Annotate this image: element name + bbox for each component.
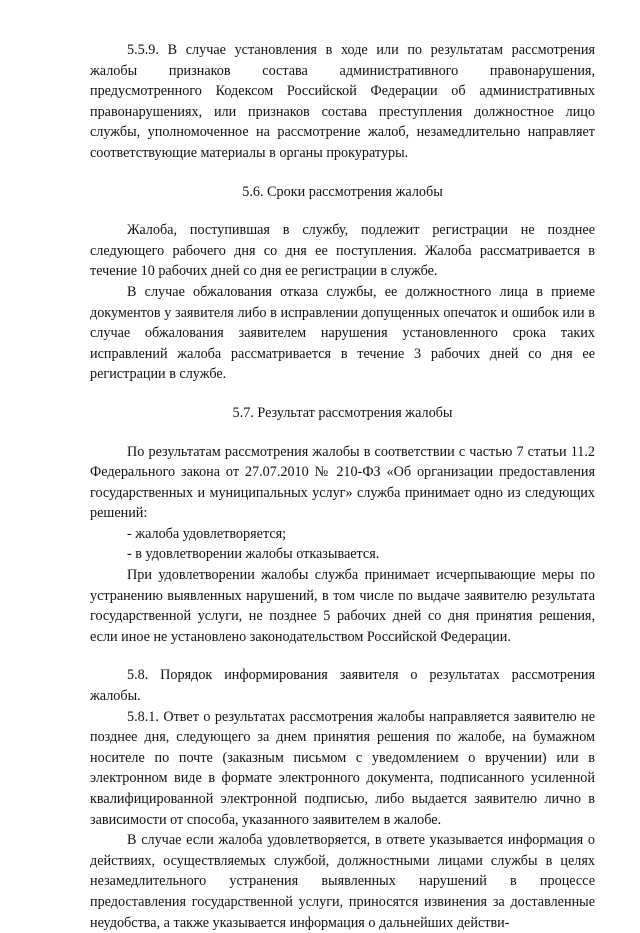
spacer (90, 164, 595, 182)
spacer (90, 202, 595, 220)
paragraph-5-8: 5.8. Порядок информирования заявителя о результатах рассмотрения жалобы. (90, 667, 595, 705)
paragraph-5-6-a: Жалоба, поступившая в службу, подлежит регистрации не позднее следующего рабочего дня со дня ее поступления. Жалоба рассматривается в течение 10 рабочих дней со дня ее регистрации в службе. (90, 222, 595, 280)
spacer (90, 647, 595, 665)
paragraph-5-7-b: При удовлетворении жалобы служба принимает исчерпывающие меры по устранению выявленных нарушений, в том числе по выдаче заявителю результата государственной услуги, не позднее 5 рабочих дней со дня принятия решения, если иное не установлено законодательством Российской Федерации. (90, 567, 595, 645)
section-heading-5-7: 5.7. Результат рассмотрения жалобы (232, 404, 453, 421)
paragraph-5-7-a: По результатам рассмотрения жалобы в соответствии с частью 7 статьи 11.2 Федерального закона от 27.07.2010 № 210-ФЗ «Об организации предоставления государственных и муниципальных услуг» служба принимает одно из следующих решений: (90, 443, 595, 522)
paragraph-5-8-1: 5.8.1. Ответ о результатах рассмотрения жалобы направляется заявителю не позднее дня, следующего за днем принятия решения по жалобе, на бумажном носителе по почте (заказным письмом с уведомлением о вручении) или в электронном виде в формате электронного документа, подписанного усиленной квалифицированной электронной подписью, либо выдается заявителю лично в зависимости от способа, указанного заявителем в жалобе. (90, 708, 595, 828)
paragraph-5-5-9: 5.5.9. В случае установления в ходе или по результатам рассмотрения жалобы признаков состава административного правонарушения, предусмотренного Кодексом Российской Федерации об административных правонарушениях, или признаков состава преступления должностное лицо службы, уполномоченное на рассмотрение жалоб, незамедлительно направляет соответствующие материалы в органы прокуратуры. (90, 42, 595, 161)
document-page (90, 40, 595, 933)
list-item: - жалоба удовлетворяется; (127, 525, 287, 542)
list-item: - в удовлетворении жалобы отказывается. (127, 546, 380, 563)
spacer (90, 385, 595, 403)
spacer (90, 424, 595, 442)
paragraph-5-6-b: В случае обжалования отказа службы, ее должностного лица в приеме документов у заявителя либо в исправлении допущенных опечаток и ошибок или в случае обжалования заявителем нарушения установленного срока таких исправлений жалоба рассматривается в течение 3 рабочих дней со дня ее регистрации в службе. (90, 283, 595, 383)
section-heading-5-6: 5.6. Сроки рассмотрения жалобы (242, 183, 443, 200)
paragraph-5-8-1-b: В случае если жалоба удовлетворяется, в ответе указывается информация о действиях, осуществляемых службой, должностными лицами службы в целях незамедлительного устранения выявленных нарушений в процессе предоставления государственной услуги, приносятся извинения за доставленные неудобства, а также указывается информация о дальнейших действи- (90, 832, 595, 931)
